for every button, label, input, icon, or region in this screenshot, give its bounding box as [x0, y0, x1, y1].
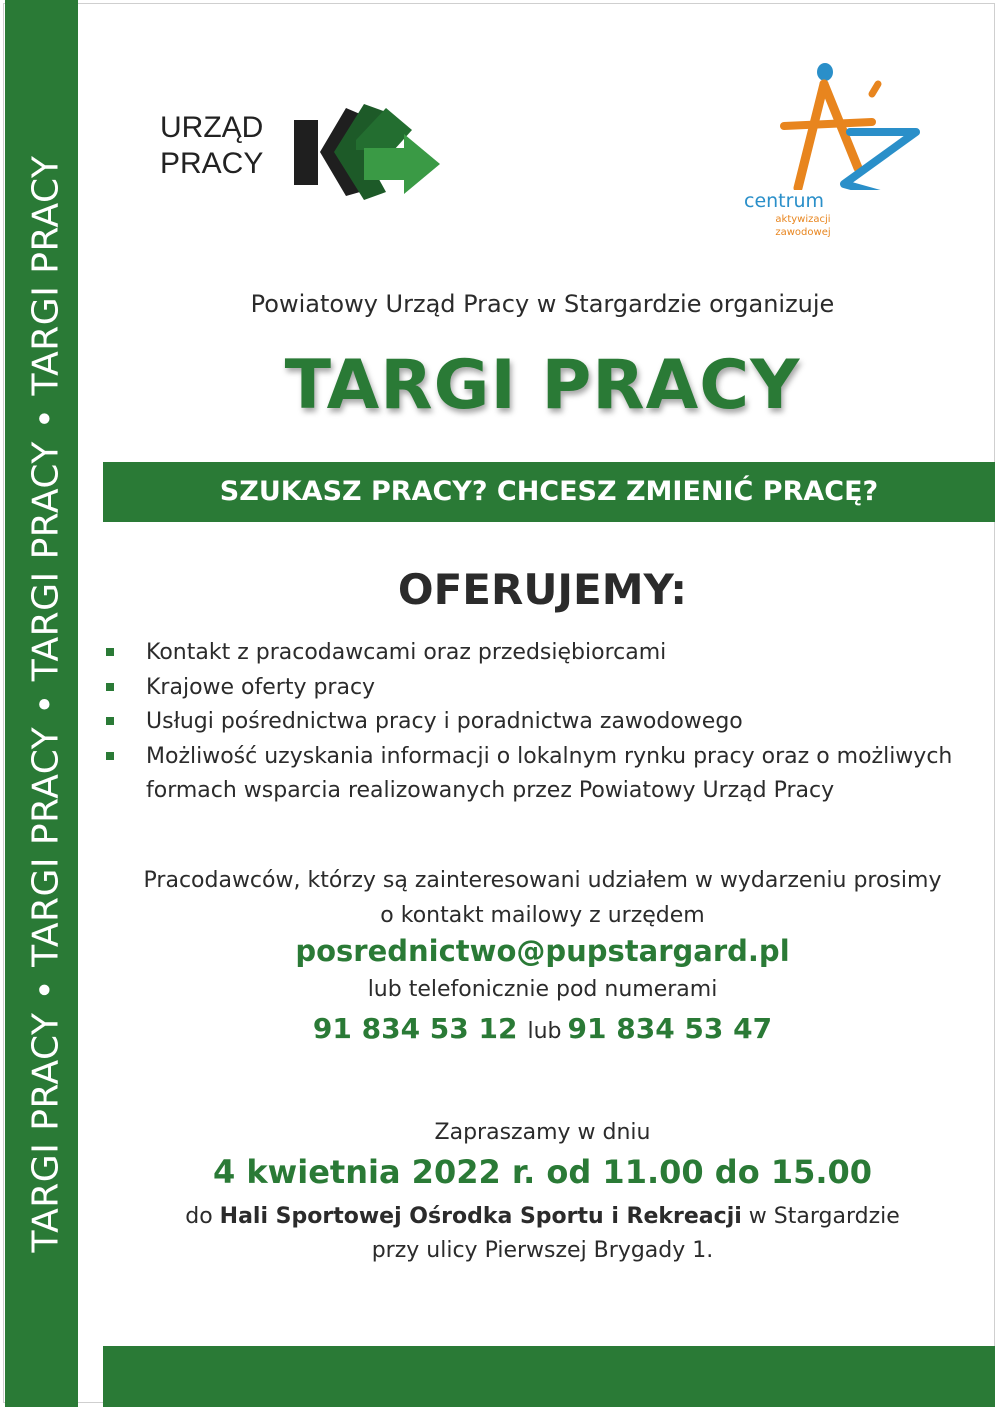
list-item-text: Możliwość uzyskania informacji o lokalnym rynku pracy oraz o możliwych formach wsparcia realizowanych przez Powiatowy Urząd Pracy: [146, 743, 953, 803]
list-item: [104, 671, 989, 706]
employers-note: [90, 864, 995, 933]
az-logo-sub-1: aktywizacji: [775, 214, 831, 225]
employers-line-1: Pracodawców, którzy są zainteresowani udziałem w wydarzeniu prosimy: [143, 868, 942, 893]
list-item: [104, 636, 989, 671]
offer-heading: OFERUJEMY:: [397, 565, 688, 614]
az-logo-sub-2: zawodowej: [775, 227, 831, 238]
az-logo-subtitle: [768, 213, 838, 239]
organizer-text: Powiatowy Urząd Pracy w Stargardzie organizuje: [250, 290, 835, 318]
bullet-icon: [106, 717, 114, 725]
phone-number-1[interactable]: 91 834 53 12: [312, 1012, 518, 1045]
bullet-icon: [106, 648, 114, 656]
urzad-pracy-logo-text: [160, 110, 263, 182]
phone-number-2[interactable]: 91 834 53 47: [567, 1012, 773, 1045]
page-title: TARGI PRACY: [284, 346, 801, 425]
list-item: [104, 705, 989, 740]
bottom-band: [103, 1346, 995, 1407]
event-date: 4 kwietnia 2022 r. od 11.00 do 15.00: [212, 1153, 873, 1191]
az-logo: [740, 60, 930, 245]
list-item-text: Usługi pośrednictwa pracy i poradnictwa zawodowego: [146, 709, 743, 734]
contact-email[interactable]: posrednictwo@pupstargard.pl: [295, 934, 790, 968]
question-banner: SZUKASZ PRACY? CHCESZ ZMIENIĆ PRACĘ?: [103, 462, 995, 522]
phone-separator: lub: [527, 1019, 562, 1044]
logo-line-2: PRACY: [160, 147, 264, 180]
phone-numbers: [90, 1012, 995, 1045]
az-logo-name: centrum: [744, 190, 824, 212]
logo-line-1: URZĄD: [160, 111, 264, 144]
venue-suffix: w Stargardzie: [748, 1204, 900, 1229]
invite-text: Zapraszamy w dniu: [434, 1120, 651, 1145]
side-banner: [5, 0, 78, 1407]
arrow-logo-icon: [294, 100, 444, 205]
list-item-text: Kontakt z pracodawcami oraz przedsiębiorcami: [146, 640, 667, 665]
bullet-icon: [106, 752, 114, 760]
side-banner-text: TARGI PRACY • TARGI PRACY • TARGI PRACY • TARGI PRACY: [25, 155, 67, 1253]
employers-line-2: o kontakt mailowy z urzędem: [380, 902, 705, 928]
list-item: [104, 740, 989, 809]
venue-prefix: do: [185, 1204, 213, 1229]
az-letters-icon: [740, 60, 930, 190]
list-item-text: Krajowe oferty pracy: [146, 674, 376, 700]
offer-list: [104, 636, 989, 809]
bullet-icon: [106, 683, 114, 691]
event-venue: [90, 1200, 995, 1268]
venue-address: przy ulicy Pierwszej Brygady 1.: [371, 1238, 714, 1263]
venue-line: [90, 1200, 995, 1234]
urzad-pracy-logo: [160, 100, 450, 205]
phone-intro: lub telefonicznie pod numerami: [367, 977, 718, 1002]
venue-name: Hali Sportowej Ośrodka Sportu i Rekreacji: [219, 1204, 742, 1229]
